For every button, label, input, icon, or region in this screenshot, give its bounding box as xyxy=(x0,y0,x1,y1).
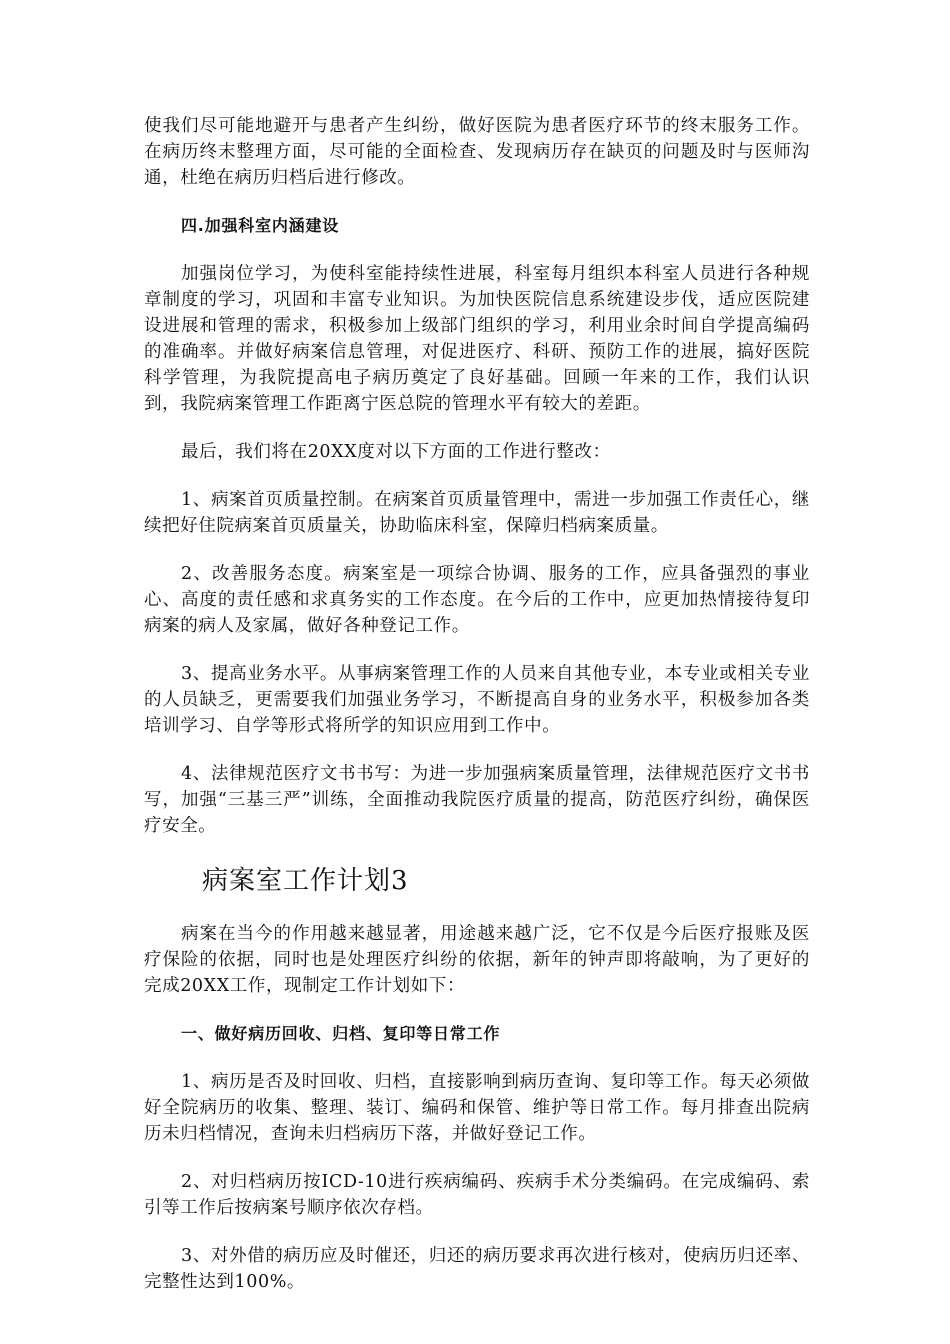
plan-item-coding: 2、对归档病历按ICD-10进行疾病编码、疾病手术分类编码。在完成编码、索引等工作后按病案号顺序依次存档。 xyxy=(144,1172,810,1218)
list-item-business-level: 3、提高业务水平。从事病案管理工作的人员来自其他专业，本专业或相关专业的人员缺乏，更需要我们加强业务学习，不断提高自身的业务水平，积极参加各类培训学习、自学等形式将所学的知识应用到工作中。 xyxy=(144,664,810,736)
paragraph-plan-intro: 病案在当今的作用越来越显著，用途越来越广泛，它不仅是今后医疗报账及医疗保险的依据，同时也是处理医疗纠纷的依据，新年的钟声即将敲响，为了更好的完成20XX工作，现制定工作计划如下： xyxy=(144,924,810,996)
plan-item-lending: 3、对外借的病历应及时催还，归还的病历要求再次进行核对，使病历归还率、完整性达到100%。 xyxy=(144,1246,810,1292)
document-body xyxy=(144,113,810,1317)
plan-item-collection: 1、病历是否及时回收、归档，直接影响到病历查询、复印等工作。每天必须做好全院病历的收集、整理、装订、编码和保管、维护等日常工作。每月排查出院病历未归档情况，查询未归档病历下落，并做好登记工作。 xyxy=(144,1072,810,1144)
heading-daily-work: 一、做好病历回收、归档、复印等日常工作 xyxy=(181,1024,501,1043)
section-title-plan-3: 病案室工作计划3 xyxy=(202,866,409,896)
list-item-legal-writing: 4、法律规范医疗文书书写：为进一步加强病案质量管理，法律规范医疗文书书写，加强“三基三严”训练，全面推动我院医疗质量的提高，防范医疗纠纷，确保医疗安全。 xyxy=(144,764,810,836)
paragraph-finally: 最后，我们将在20XX度对以下方面的工作进行整改： xyxy=(181,442,611,462)
list-item-homepage-quality: 1、病案首页质量控制。在病案首页质量管理中，需进一步加强工作责任心，继续把好住院病案首页质量关，协助临床科室，保障归档病案质量。 xyxy=(144,490,810,536)
paragraph-post-study: 加强岗位学习，为使科室能持续性进展，科室每月组织本科室人员进行各种规章制度的学习，巩固和丰富专业知识。为加快医院信息系统建设步伐，适应医院建设进展和管理的需求，积极参加上级部门组织的学习，利用业余时间自学提高编码的准确率。并做好病案信息管理，对促进医疗、科研、预防工作的进展，搞好医院科学管理，为我院提高电子病历奠定了良好基础。回顾一年来的工作，我们认识到，我院病案管理工作距离宁医总院的管理水平有较大的差距。 xyxy=(144,264,810,414)
intro-paragraph: 使我们尽可能地避开与患者产生纠纷，做好医院为患者医疗环节的终末服务工作。在病历终末整理方面，尽可能的全面检查、发现病历存在缺页的问题及时与医师沟通，杜绝在病历归档后进行修改。 xyxy=(144,116,810,188)
list-item-service-attitude: 2、改善服务态度。病案室是一项综合协调、服务的工作，应具备强烈的事业心、高度的责任感和求真务实的工作态度。在今后的工作中，应更加热情接待复印病案的病人及家属，做好各种登记工作。 xyxy=(144,564,810,636)
heading-strengthen-department: 四.加强科室内涵建设 xyxy=(181,216,340,235)
